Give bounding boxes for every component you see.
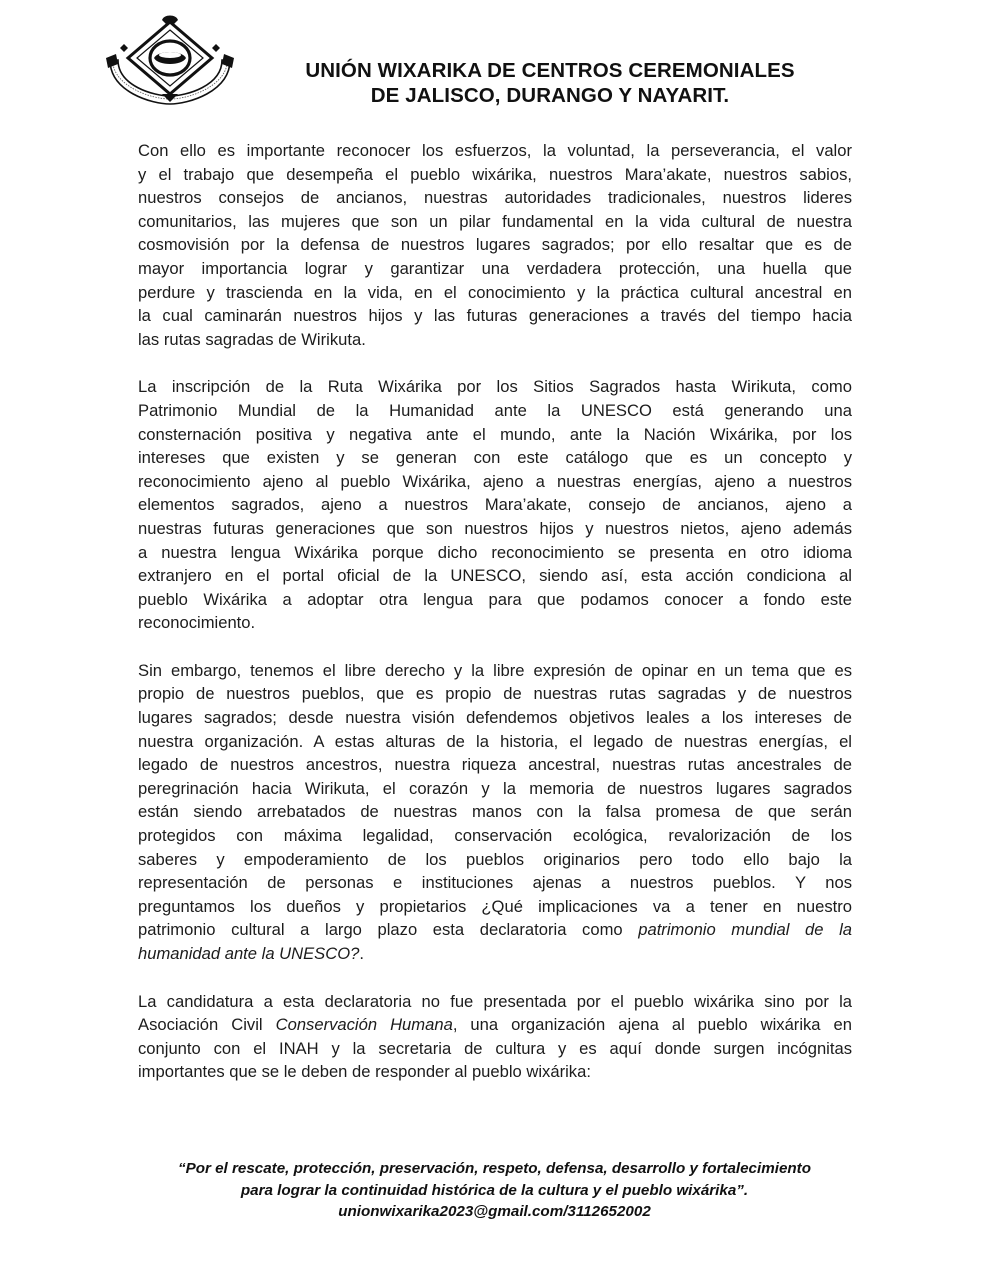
text-line [138, 1013, 852, 1037]
document-header [0, 0, 989, 120]
paragraph-3 [138, 659, 852, 966]
text-line: representación de personas e instituciones ajenas a nuestros pueblos. Y nos [138, 873, 852, 893]
organization-title-line-2: DE JALISCO, DURANGO Y NAYARIT. [370, 84, 730, 107]
text-line: peregrinación hacia Wirikuta, el corazón y la memoria de nuestros lugares sagrados [138, 778, 852, 798]
text-segment: . [359, 944, 364, 963]
text-line: a nuestra lengua Wixárika porque dicho reconocimiento se presenta en otro idioma [138, 542, 852, 562]
italic-text-segment: patrimonio mundial de la [638, 920, 852, 940]
text-line: extranjero en el portal oficial de la UNESCO, siendo así, esta acción condiciona al [138, 566, 852, 586]
text-line: reconocimiento ajeno al pueblo Wixárika, ajeno a nuestras energías, ajeno a nuestros [138, 471, 852, 491]
organization-title [250, 58, 850, 108]
document-footer [100, 1158, 889, 1223]
footer-motto-line-1: “Por el rescate, protección, preservación, respeto, defensa, desarrollo y fortalecimiento [177, 1160, 812, 1177]
text-line: saberes y empoderamiento de los pueblos originarios pero todo ello bajo la [138, 849, 852, 869]
text-line: Patrimonio Mundial de la Humanidad ante la UNESCO está generando una [138, 400, 852, 420]
text-line: nuestras futuras generaciones que son nuestros hijos y nuestros nietos, ajeno además [138, 518, 852, 538]
text-line: y el trabajo que desempeña el pueblo wixárika, nuestros Mara’akate, nuestros sabios, [138, 164, 852, 184]
ceremonial-seal-logo-icon [104, 14, 236, 106]
text-line: legado de nuestros ancestros, nuestra riqueza ancestral, nuestras rutas ancestrales de [138, 755, 852, 775]
document-body [138, 139, 852, 1108]
text-line: importantes que se le deben de responder al pueblo wixárika: [138, 1062, 591, 1082]
paragraph-1 [138, 139, 852, 351]
text-line: consternación positiva y negativa ante el mundo, ante la Nación Wixárika, por los [138, 424, 852, 444]
text-line: elementos sagrados, ajeno a nuestros Mara’akate, consejo de ancianos, ajeno a [138, 495, 852, 515]
text-line: perdure y trascienda en la vida, en el conocimiento y la práctica cultural ancestral en [138, 282, 852, 302]
text-line [138, 918, 852, 942]
text-line: nuestra organización. A estas alturas de la historia, el legado de nuestras energías, el [138, 731, 852, 751]
organization-title-line-1: UNIÓN WIXARIKA DE CENTROS CEREMONIALES [305, 59, 795, 82]
paragraph-2 [138, 375, 852, 635]
text-line: comunitarios, las mujeres que son un pilar fundamental en la vida cultural de nuestra [138, 211, 852, 231]
text-line: la cual caminarán nuestros hijos y las futuras generaciones a través del tiempo hacia [138, 306, 852, 326]
text-line: conjunto con el INAH y la secretaria de cultura y es aquí donde surgen incógnitas [138, 1038, 852, 1058]
text-line: están siendo arrebatados de nuestras manos con la falsa promesa de que serán [138, 802, 852, 822]
italic-text-segment: humanidad ante la UNESCO? [138, 944, 360, 963]
text-line: las rutas sagradas de Wirikuta. [138, 329, 366, 349]
text-line: mayor importancia lograr y garantizar una verdadera protección, una huella que [138, 258, 852, 278]
text-segment: patrimonio cultural a largo plazo esta declaratoria como [138, 920, 639, 940]
text-line: reconocimiento. [138, 613, 256, 633]
text-segment: Asociación Civil [138, 1015, 276, 1035]
text-line: La candidatura a esta declaratoria no fue presentada por el pueblo wixárika sino por la [138, 991, 852, 1011]
text-line: pueblo Wixárika a adoptar otra lengua para que podamos conocer a fondo este [138, 589, 852, 609]
text-line: nuestros consejos de ancianos, nuestras autoridades tradicionales, nuestros lideres [138, 188, 852, 208]
text-line [138, 942, 852, 966]
text-line: protegidos con máxima legalidad, conservación ecológica, revalorización de los [138, 826, 852, 846]
text-line: La inscripción de la Ruta Wixárika por los Sitios Sagrados hasta Wirikuta, como [138, 377, 852, 397]
text-segment: , una organización ajena al pueblo wixárika en [452, 1015, 853, 1035]
paragraph-4 [138, 990, 852, 1084]
text-line: propio de nuestros pueblos, que es propio de nuestras rutas sagradas y de nuestros [138, 684, 852, 704]
text-line: preguntamos los dueños y propietarios ¿Qué implicaciones va a tener en nuestro [138, 896, 852, 916]
text-line: intereses que existen y se generan con este catálogo que es un concepto y [138, 448, 852, 468]
footer-contact: unionwixarika2023@gmail.com/3112652002 [338, 1203, 651, 1220]
text-line: cosmovisión por la defensa de nuestros lugares sagrados; por ello resaltar que es de [138, 235, 852, 255]
italic-text-segment: Conservación Humana [275, 1015, 453, 1035]
text-line: lugares sagrados; desde nuestra visión defendemos objetivos leales a los intereses de [138, 708, 852, 728]
text-line: Con ello es importante reconocer los esfuerzos, la voluntad, la perseverancia, el valor [138, 141, 852, 160]
text-line: Sin embargo, tenemos el libre derecho y la libre expresión de opinar en un tema que es [138, 660, 852, 680]
footer-motto-line-2: para lograr la continuidad histórica de la cultura y el pueblo wixárika”. [240, 1181, 749, 1199]
